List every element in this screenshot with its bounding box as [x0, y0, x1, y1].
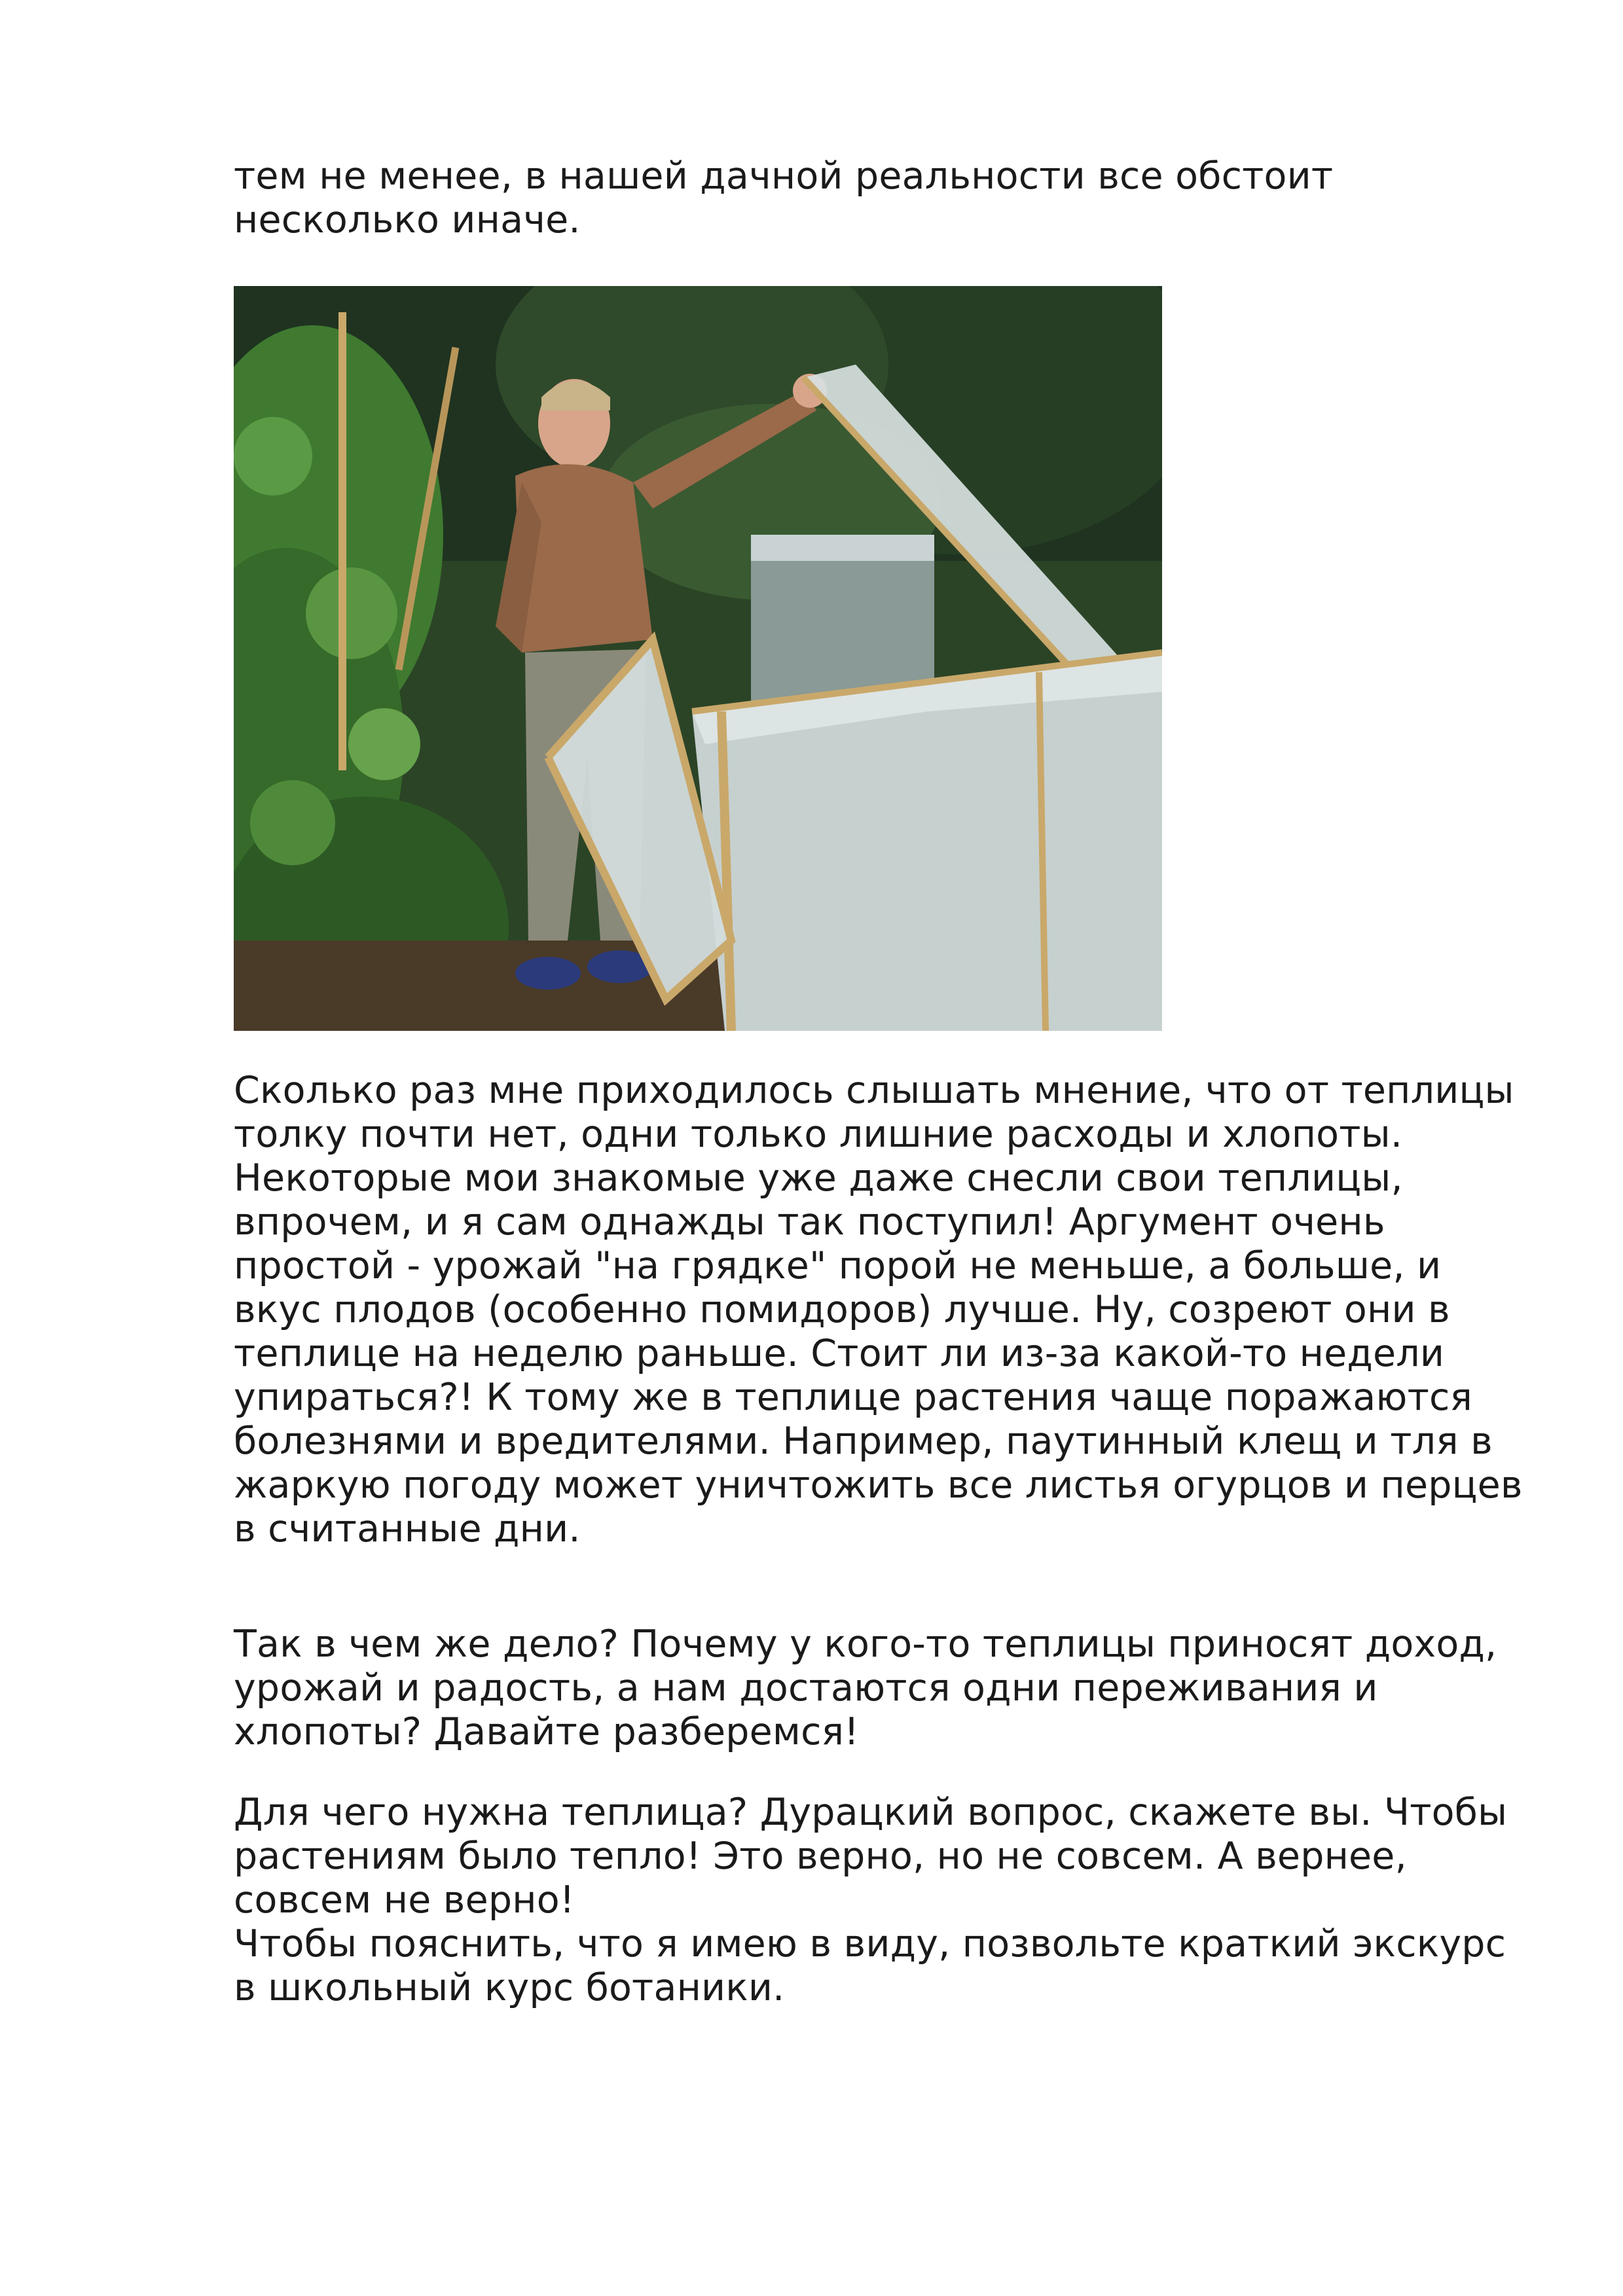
- paragraph-1: Сколько раз мне приходилось слышать мнение, что от теплицы толку почти нет, одни только лишние расходы и хлопоты. Некоторые мои знакомые уже даже снесли свои теплицы, впрочем, и я сам однажды так поступил! Аргумент очень простой - урожай "на грядке" порой не меньше, а больше, и вкус плодов (особенно помидоров) лучше. Ну, созреют они в теплице на неделю раньше. Стоит ли из-за какой-то недели упираться?! К тому же в теплице растения чаще поражаются болезнями и вредителями. Например, паутинный клещ и тля в жаркую погоду может уничтожить все листья огурцов и перцев в считанные дни.: [234, 1069, 1523, 1551]
- intro-text: тем не менее, в нашей дачной реальности все обстоит несколько иначе.: [234, 154, 1334, 242]
- greenhouse-photo: [234, 286, 1162, 1031]
- paragraph-2: Так в чем же дело? Почему у кого-то теплицы приносят доход, урожай и радость, а нам достаются одни переживания и хлопоты? Давайте разберемся!: [234, 1623, 1497, 1753]
- paragraph-3: Для чего нужна теплица? Дурацкий вопрос, скажете вы. Чтобы растениям было тепло! Это верно, но не совсем. А вернее, совсем не верно! Чтобы пояснить, что я имею в виду, позвольте краткий экскурс в школьный курс ботаники.: [234, 1791, 1508, 2009]
